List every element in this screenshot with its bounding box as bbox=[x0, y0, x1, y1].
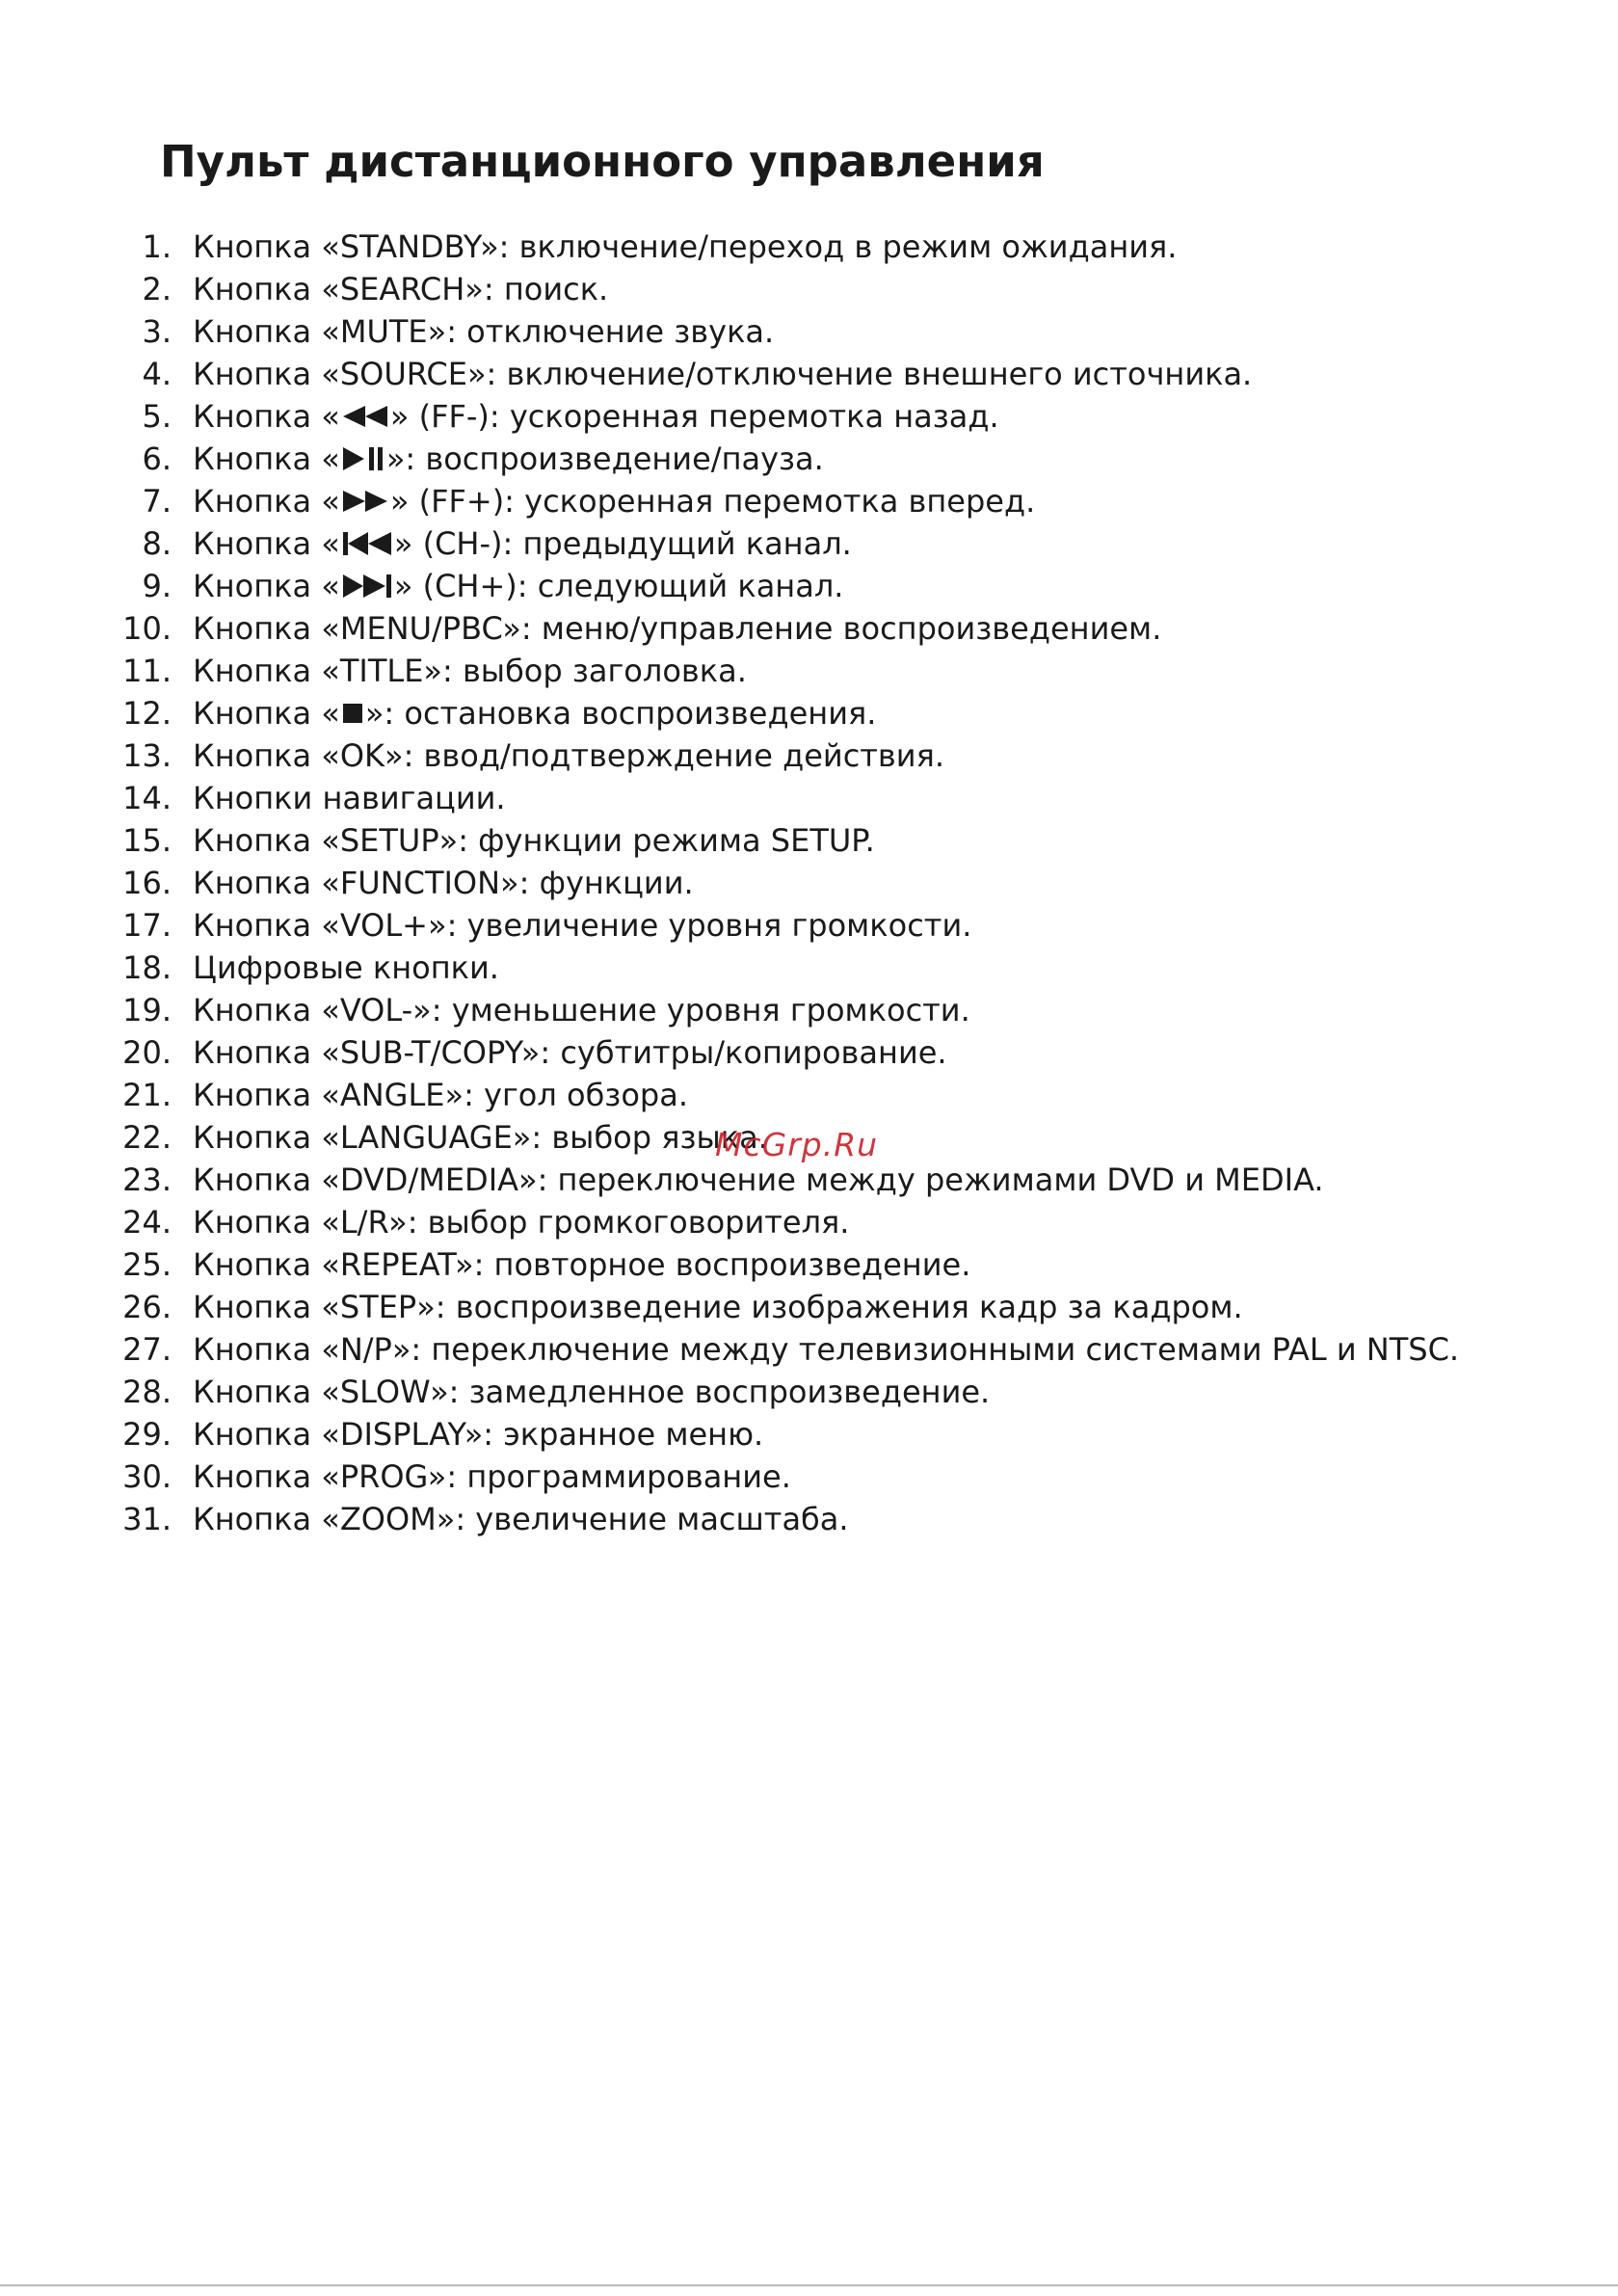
list-item bbox=[0, 777, 1459, 819]
list-item bbox=[0, 1159, 1459, 1201]
item-text-after-icon: » (CH-): предыдущий канал. bbox=[393, 525, 852, 562]
item-number: 19. bbox=[122, 992, 172, 1028]
list-item bbox=[0, 607, 1459, 650]
item-number: 31. bbox=[122, 1501, 172, 1537]
item-text-after-icon: »: воспроизведение/пауза. bbox=[385, 441, 824, 477]
item-number: 22. bbox=[122, 1119, 172, 1156]
item-text: Кнопка «MUTE»: отключение звука. bbox=[193, 313, 775, 350]
item-text bbox=[193, 438, 824, 480]
item-text-before-icon: Кнопка « bbox=[193, 695, 340, 732]
list-item bbox=[0, 310, 1459, 353]
item-number: 4. bbox=[142, 356, 172, 392]
item-number: 7. bbox=[142, 483, 172, 520]
item-text: Кнопка «L/R»: выбор громкоговорителя. bbox=[193, 1204, 850, 1241]
item-text: Кнопка «MENU/PBC»: меню/управление воспроизведением. bbox=[193, 610, 1162, 647]
fast-forward-icon bbox=[341, 489, 389, 514]
list-item bbox=[0, 1286, 1459, 1328]
list-item bbox=[0, 226, 1459, 268]
item-number: 30. bbox=[122, 1458, 172, 1495]
item-text bbox=[193, 395, 999, 438]
list-item bbox=[0, 904, 1459, 947]
list-item bbox=[0, 1031, 1459, 1074]
item-number: 11. bbox=[122, 653, 172, 689]
list-item bbox=[0, 989, 1459, 1031]
item-number: 12. bbox=[122, 695, 172, 732]
item-text: Кнопка «FUNCTION»: функции. bbox=[193, 865, 694, 901]
item-text bbox=[193, 565, 843, 607]
item-text-after-icon: » (CH+): следующий канал. bbox=[393, 568, 844, 604]
item-number: 25. bbox=[122, 1246, 172, 1283]
list-item bbox=[0, 650, 1459, 692]
item-text bbox=[193, 522, 852, 565]
list-item bbox=[0, 1201, 1459, 1243]
item-text: Кнопки навигации. bbox=[193, 780, 506, 816]
item-number: 13. bbox=[122, 737, 172, 774]
item-number: 8. bbox=[142, 525, 172, 562]
item-number: 27. bbox=[122, 1331, 172, 1368]
skip-next-icon bbox=[341, 573, 393, 600]
item-text: Кнопка «DVD/MEDIA»: переключение между режимами DVD и MEDIA. bbox=[193, 1161, 1324, 1198]
item-number: 26. bbox=[122, 1289, 172, 1325]
item-text: Цифровые кнопки. bbox=[193, 949, 499, 986]
list-item bbox=[0, 819, 1459, 862]
list-item bbox=[0, 1074, 1459, 1116]
item-number: 6. bbox=[142, 441, 172, 477]
item-number: 17. bbox=[122, 907, 172, 944]
page-bottom-rule bbox=[0, 2284, 1618, 2286]
item-number: 20. bbox=[122, 1034, 172, 1071]
item-number: 28. bbox=[122, 1374, 172, 1410]
item-text: Кнопка «OK»: ввод/подтверждение действия. bbox=[193, 737, 944, 774]
item-text: Кнопка «ANGLE»: угол обзора. bbox=[193, 1077, 688, 1113]
item-number: 16. bbox=[122, 865, 172, 901]
item-number: 1. bbox=[142, 228, 172, 265]
item-text: Кнопка «SOURCE»: включение/отключение внешнего источника. bbox=[193, 356, 1253, 392]
list-item bbox=[0, 353, 1459, 395]
item-text: Кнопка «STEP»: воспроизведение изображения кадр за кадром. bbox=[193, 1289, 1243, 1325]
item-number: 23. bbox=[122, 1161, 172, 1198]
item-number: 5. bbox=[142, 398, 172, 435]
list-item bbox=[0, 480, 1459, 522]
item-number: 10. bbox=[122, 610, 172, 647]
list-item bbox=[0, 1498, 1459, 1540]
item-text: Кнопка «REPEAT»: повторное воспроизведение. bbox=[193, 1246, 971, 1283]
list-item bbox=[0, 268, 1459, 310]
item-number: 2. bbox=[142, 271, 172, 307]
item-text: Кнопка «SETUP»: функции режима SETUP. bbox=[193, 822, 875, 859]
list-item bbox=[0, 862, 1459, 904]
skip-previous-icon bbox=[341, 530, 393, 557]
item-text: Кнопка «SLOW»: замедленное воспроизведение. bbox=[193, 1374, 991, 1410]
list-item bbox=[0, 522, 1459, 565]
item-number: 24. bbox=[122, 1204, 172, 1241]
play-pause-icon bbox=[341, 444, 385, 473]
item-text-before-icon: Кнопка « bbox=[193, 483, 340, 520]
item-text: Кнопка «STANDBY»: включение/переход в режим ожидания. bbox=[193, 228, 1178, 265]
item-number: 9. bbox=[142, 568, 172, 604]
button-description-list bbox=[0, 226, 1459, 1540]
list-item bbox=[0, 1413, 1459, 1455]
item-number: 14. bbox=[122, 780, 172, 816]
list-item bbox=[0, 438, 1459, 480]
item-text: Кнопка «ZOOM»: увеличение масштаба. bbox=[193, 1501, 849, 1537]
item-text-before-icon: Кнопка « bbox=[193, 441, 340, 477]
item-text: Кнопка «SEARCH»: поиск. bbox=[193, 271, 609, 307]
list-item bbox=[0, 1455, 1459, 1498]
item-text: Кнопка «PROG»: программирование. bbox=[193, 1458, 791, 1495]
list-item bbox=[0, 565, 1459, 607]
list-item bbox=[0, 1243, 1459, 1286]
item-text-before-icon: Кнопка « bbox=[193, 525, 340, 562]
item-number: 15. bbox=[122, 822, 172, 859]
item-number: 3. bbox=[142, 313, 172, 350]
list-item bbox=[0, 947, 1459, 989]
watermark: McGrp.Ru bbox=[715, 1126, 879, 1163]
list-item bbox=[0, 692, 1459, 734]
item-text: Кнопка «VOL+»: увеличение уровня громкости. bbox=[193, 907, 972, 944]
item-text: Кнопка «VOL-»: уменьшение уровня громкости. bbox=[193, 992, 970, 1028]
item-text: Кнопка «TITLE»: выбор заголовка. bbox=[193, 653, 747, 689]
item-text: Кнопка «SUB-T/COPY»: субтитры/копирование. bbox=[193, 1034, 947, 1071]
item-text-before-icon: Кнопка « bbox=[193, 568, 340, 604]
item-text bbox=[193, 480, 1035, 522]
item-text-after-icon: »: остановка воспроизведения. bbox=[364, 695, 877, 732]
item-number: 29. bbox=[122, 1416, 172, 1453]
item-text-after-icon: » (FF-): ускоренная перемотка назад. bbox=[389, 398, 999, 435]
item-text: Кнопка «LANGUAGE»: выбор языка. bbox=[193, 1119, 768, 1156]
page-title: Пульт дистанционного управления bbox=[160, 136, 1045, 187]
rewind-icon bbox=[341, 404, 389, 429]
list-item bbox=[0, 1328, 1459, 1371]
item-text-after-icon: » (FF+): ускоренная перемотка вперед. bbox=[389, 483, 1036, 520]
item-number: 18. bbox=[122, 949, 172, 986]
item-text: Кнопка «N/P»: переключение между телевизионными системами PAL и NTSC. bbox=[193, 1331, 1460, 1368]
item-number: 21. bbox=[122, 1077, 172, 1113]
item-text: Кнопка «DISPLAY»: экранное меню. bbox=[193, 1416, 764, 1453]
item-text-before-icon: Кнопка « bbox=[193, 398, 340, 435]
list-item bbox=[0, 395, 1459, 438]
list-item bbox=[0, 734, 1459, 777]
stop-icon bbox=[341, 702, 364, 725]
item-text bbox=[193, 692, 876, 734]
list-item bbox=[0, 1371, 1459, 1413]
